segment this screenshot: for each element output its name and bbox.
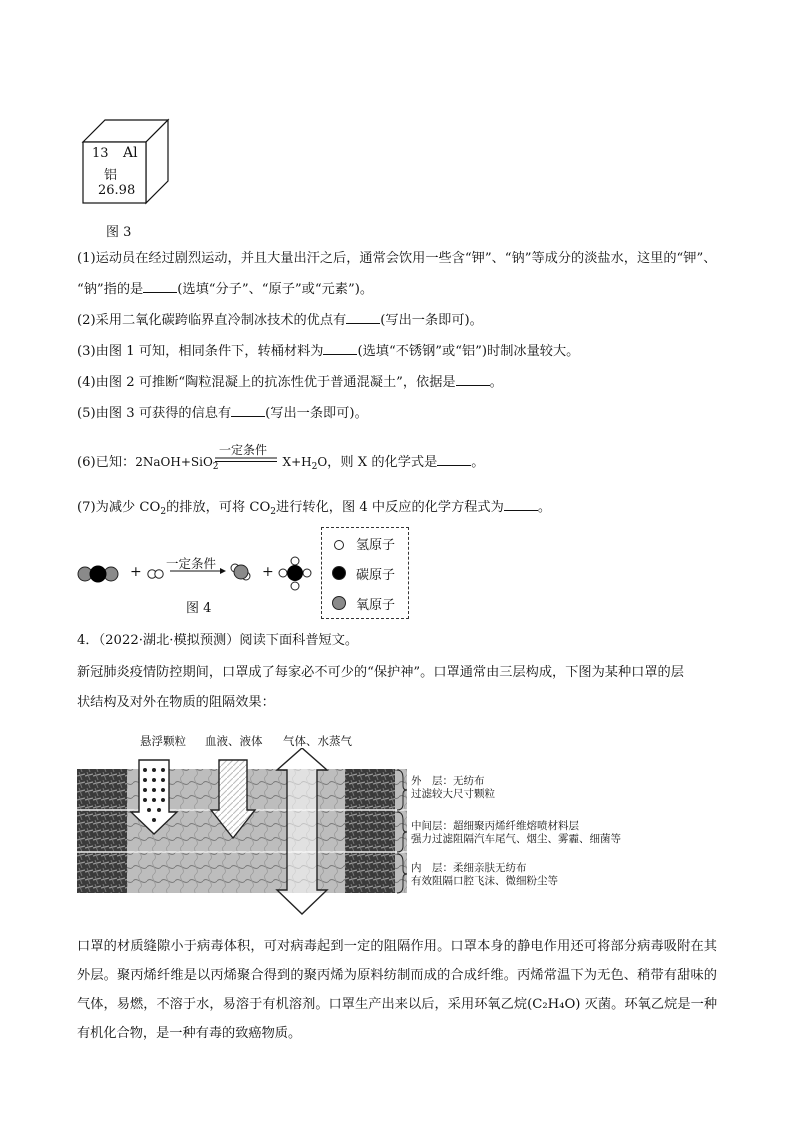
element-name: 铝 bbox=[104, 168, 118, 183]
answer-blank[interactable] bbox=[231, 404, 265, 417]
reaction-condition: 一定条件 bbox=[166, 556, 217, 571]
answer-blank[interactable] bbox=[143, 280, 177, 293]
equation-condition: 一定条件 bbox=[219, 443, 268, 457]
plus-sign: + bbox=[130, 564, 142, 580]
label-blood-liquid: 血液、液体 bbox=[205, 734, 263, 748]
answer-blank[interactable] bbox=[504, 498, 538, 511]
element-number: 13 bbox=[92, 146, 109, 161]
figure-3-caption: 图 3 bbox=[106, 225, 132, 240]
answer-blank[interactable] bbox=[346, 311, 380, 324]
legend-carbon: 碳原子 bbox=[332, 564, 395, 583]
mask-layer-diagram bbox=[77, 748, 407, 918]
question-6: (6)已知：2NaOH+SiO$_2$ $X+H_2O$，则 X 的化学式是 。 bbox=[77, 455, 485, 472]
label-gas-vapor: 气体、水蒸气 bbox=[283, 734, 352, 748]
question-4-intro-b: 状结构及对外在物质的阻隔效果： bbox=[77, 695, 275, 710]
question-2: (2)采用二氧化碳跨临界直冷制冰技术的优点有 (写出一条即可)。 bbox=[77, 313, 483, 328]
question-1-line-a: (1)运动员在经过剧烈运动，并且大量出汗之后，通常会饮用一些含“钾”、“钠”等成分的淡盐水，这里的“钾”、 bbox=[77, 251, 717, 266]
equation-products: X+H bbox=[282, 455, 312, 469]
legend-hydrogen: 氢原子 bbox=[332, 534, 395, 553]
question-7: (7)为减少 $CO_2$的排放，可将 $CO_2$进行转化，图 4 中反应的化学方程式为 。 bbox=[77, 500, 551, 517]
inner-layer-label: 内 层：柔细亲肤无纺布 有效阻隔口腔飞沫、微细粉尘等 bbox=[411, 862, 558, 887]
h2-molecule bbox=[148, 570, 163, 578]
element-mass: 26.98 bbox=[98, 183, 136, 198]
question-4-intro-a: 新冠肺炎疫情防控期间，口罩成了每家必不可少的“保护神”。口罩通常由三层构成，下图为某种口罩的层 bbox=[77, 665, 684, 680]
equation-equal-sign bbox=[214, 457, 278, 463]
figure-4-caption: 图 4 bbox=[186, 601, 212, 616]
answer-blank[interactable] bbox=[437, 453, 471, 466]
question-4-heading: 4．（2022·湖北·模拟预测）阅读下面科普短文。 bbox=[77, 633, 359, 648]
h2o-molecule bbox=[231, 564, 250, 580]
ch4-molecule bbox=[279, 557, 311, 590]
question-3: (3)由图 1 可知，相同条件下，转桶材料为 (选填“不锈钢”或“铝”)时制冰量较大。 bbox=[77, 344, 580, 359]
co2-molecule bbox=[78, 566, 118, 582]
label-suspended-particles: 悬浮颗粒 bbox=[140, 734, 186, 748]
equation-reactants: 2NaOH+SiO bbox=[135, 455, 213, 469]
answer-blank[interactable] bbox=[323, 342, 357, 355]
outer-layer-label: 外 层：无纺布 过滤较大尺寸颗粒 bbox=[411, 775, 495, 800]
legend-oxygen: 氧原子 bbox=[332, 594, 395, 613]
answer-blank[interactable] bbox=[456, 373, 490, 386]
element-symbol: Al bbox=[123, 145, 138, 161]
question-5: (5)由图 3 可获得的信息有 (写出一条即可)。 bbox=[77, 406, 368, 421]
atom-legend bbox=[321, 527, 409, 619]
question-1-line-b: “钠”指的是 (选填“分子”、“原子”或“元素”)。 bbox=[77, 282, 374, 297]
plus-sign: + bbox=[262, 564, 274, 580]
middle-layer-label: 中间层：超细聚丙烯纤维熔喷材料层 强力过滤阻隔汽车尾气、烟尘、雾霾、细菌等 bbox=[411, 820, 621, 845]
question-4: (4)由图 2 可推断“陶粒混凝上的抗冻性优于普通混凝土”，依据是 。 bbox=[77, 375, 503, 390]
article-paragraph: 口罩的材质缝隙小于病毒体积，可对病毒起到一定的阻隔作用。口罩本身的静电作用还可将部分病毒吸附在其外层。聚丙烯纤维是以丙烯聚合得到的聚丙烯为原料纺制而成的合成纤维。丙烯常温下为无色、稍带有甜味的气体，易燃，不溶于水，易溶于有机溶剂。口罩生产出来以后，采用环氧乙烷(C₂H₄O) 灭菌。环氧乙烷是一种有机化合物，是一种有毒的致癌物质。 bbox=[77, 939, 717, 1041]
